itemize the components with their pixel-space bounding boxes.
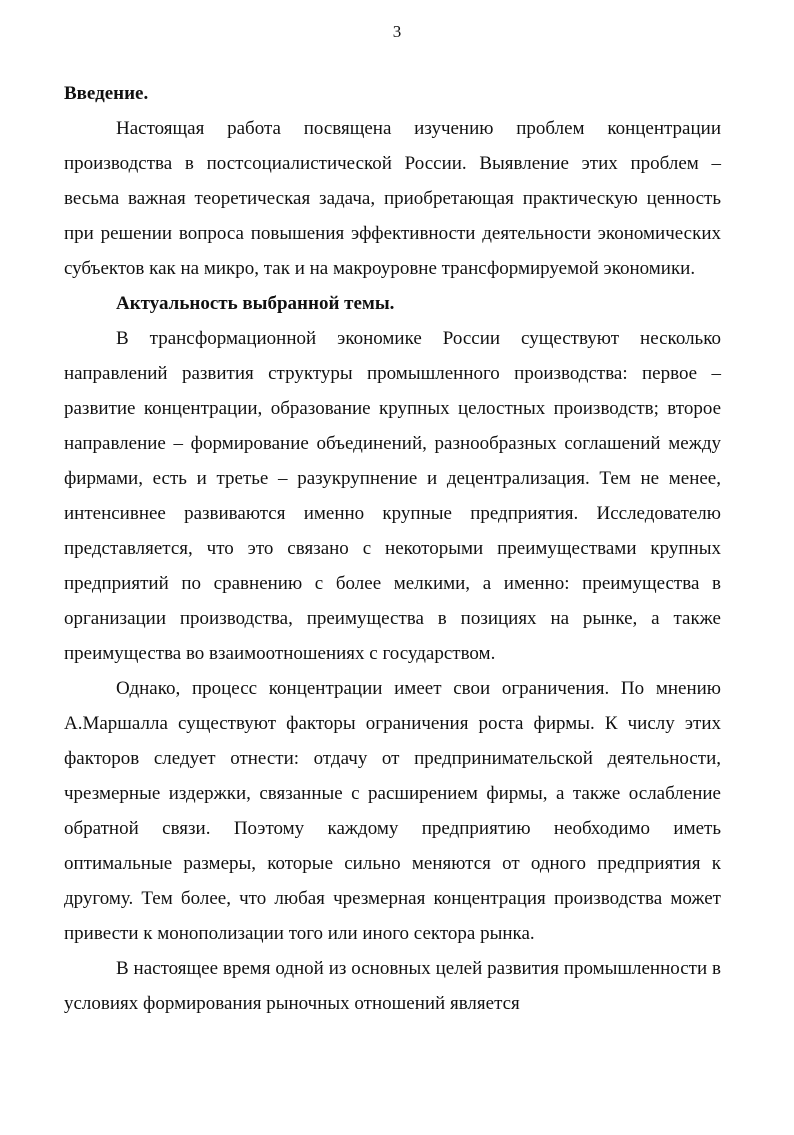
paragraph-current: В настоящее время одной из основных целей развития промышленности в условиях формирования рыночных отношений является bbox=[64, 958, 721, 1014]
page-number: 3 bbox=[392, 22, 402, 41]
paragraph-relevance: В трансформационной экономике России существуют несколько направлений развития структуры промышленного производства: первое – развитие концентрации, образование крупных целостных производств; второе направление – формирование объединений, разнообразных соглашений между фирмами, есть и третье – разукрупнение и децентрализация. Тем не менее, интенсивнее развиваются именно крупные предприятия. Исследователю представляется, что это связано с некоторыми преимуществами крупных предприятий по сравнению с более мелкими, а именно: преимущества в организации производства, преимущества в позициях на рынке, а также преимущества во взаимоотношениях с государством. bbox=[64, 328, 721, 664]
paragraph-limits: Однако, процесс концентрации имеет свои ограничения. По мнению А.Маршалла существуют факторы ограничения роста фирмы. К числу этих факторов следует отнести: отдачу от предпринимательской деятельности, чрезмерные издержки, связанные с расширением фирмы, а также ослабление обратной связи. Поэтому каждому предприятию необходимо иметь оптимальные размеры, которые сильно меняются от одного предприятия к другому. Тем более, что любая чрезмерная концентрация производства может привести к монополизации того или иного сектора рынка. bbox=[64, 678, 721, 944]
section-heading-introduction: Введение. bbox=[64, 83, 149, 104]
subheading-relevance: Актуальность выбранной темы. bbox=[116, 293, 395, 314]
paragraph-intro: Настоящая работа посвящена изучению проблем концентрации производства в постсоциалистической России. Выявление этих проблем – весьма важная теоретическая задача, приобретающая практическую ценность при решении вопроса повышения эффективности деятельности экономических субъектов как на микро, так и на макроуровне трансформируемой экономики. bbox=[64, 118, 721, 279]
document-body bbox=[64, 76, 721, 1021]
